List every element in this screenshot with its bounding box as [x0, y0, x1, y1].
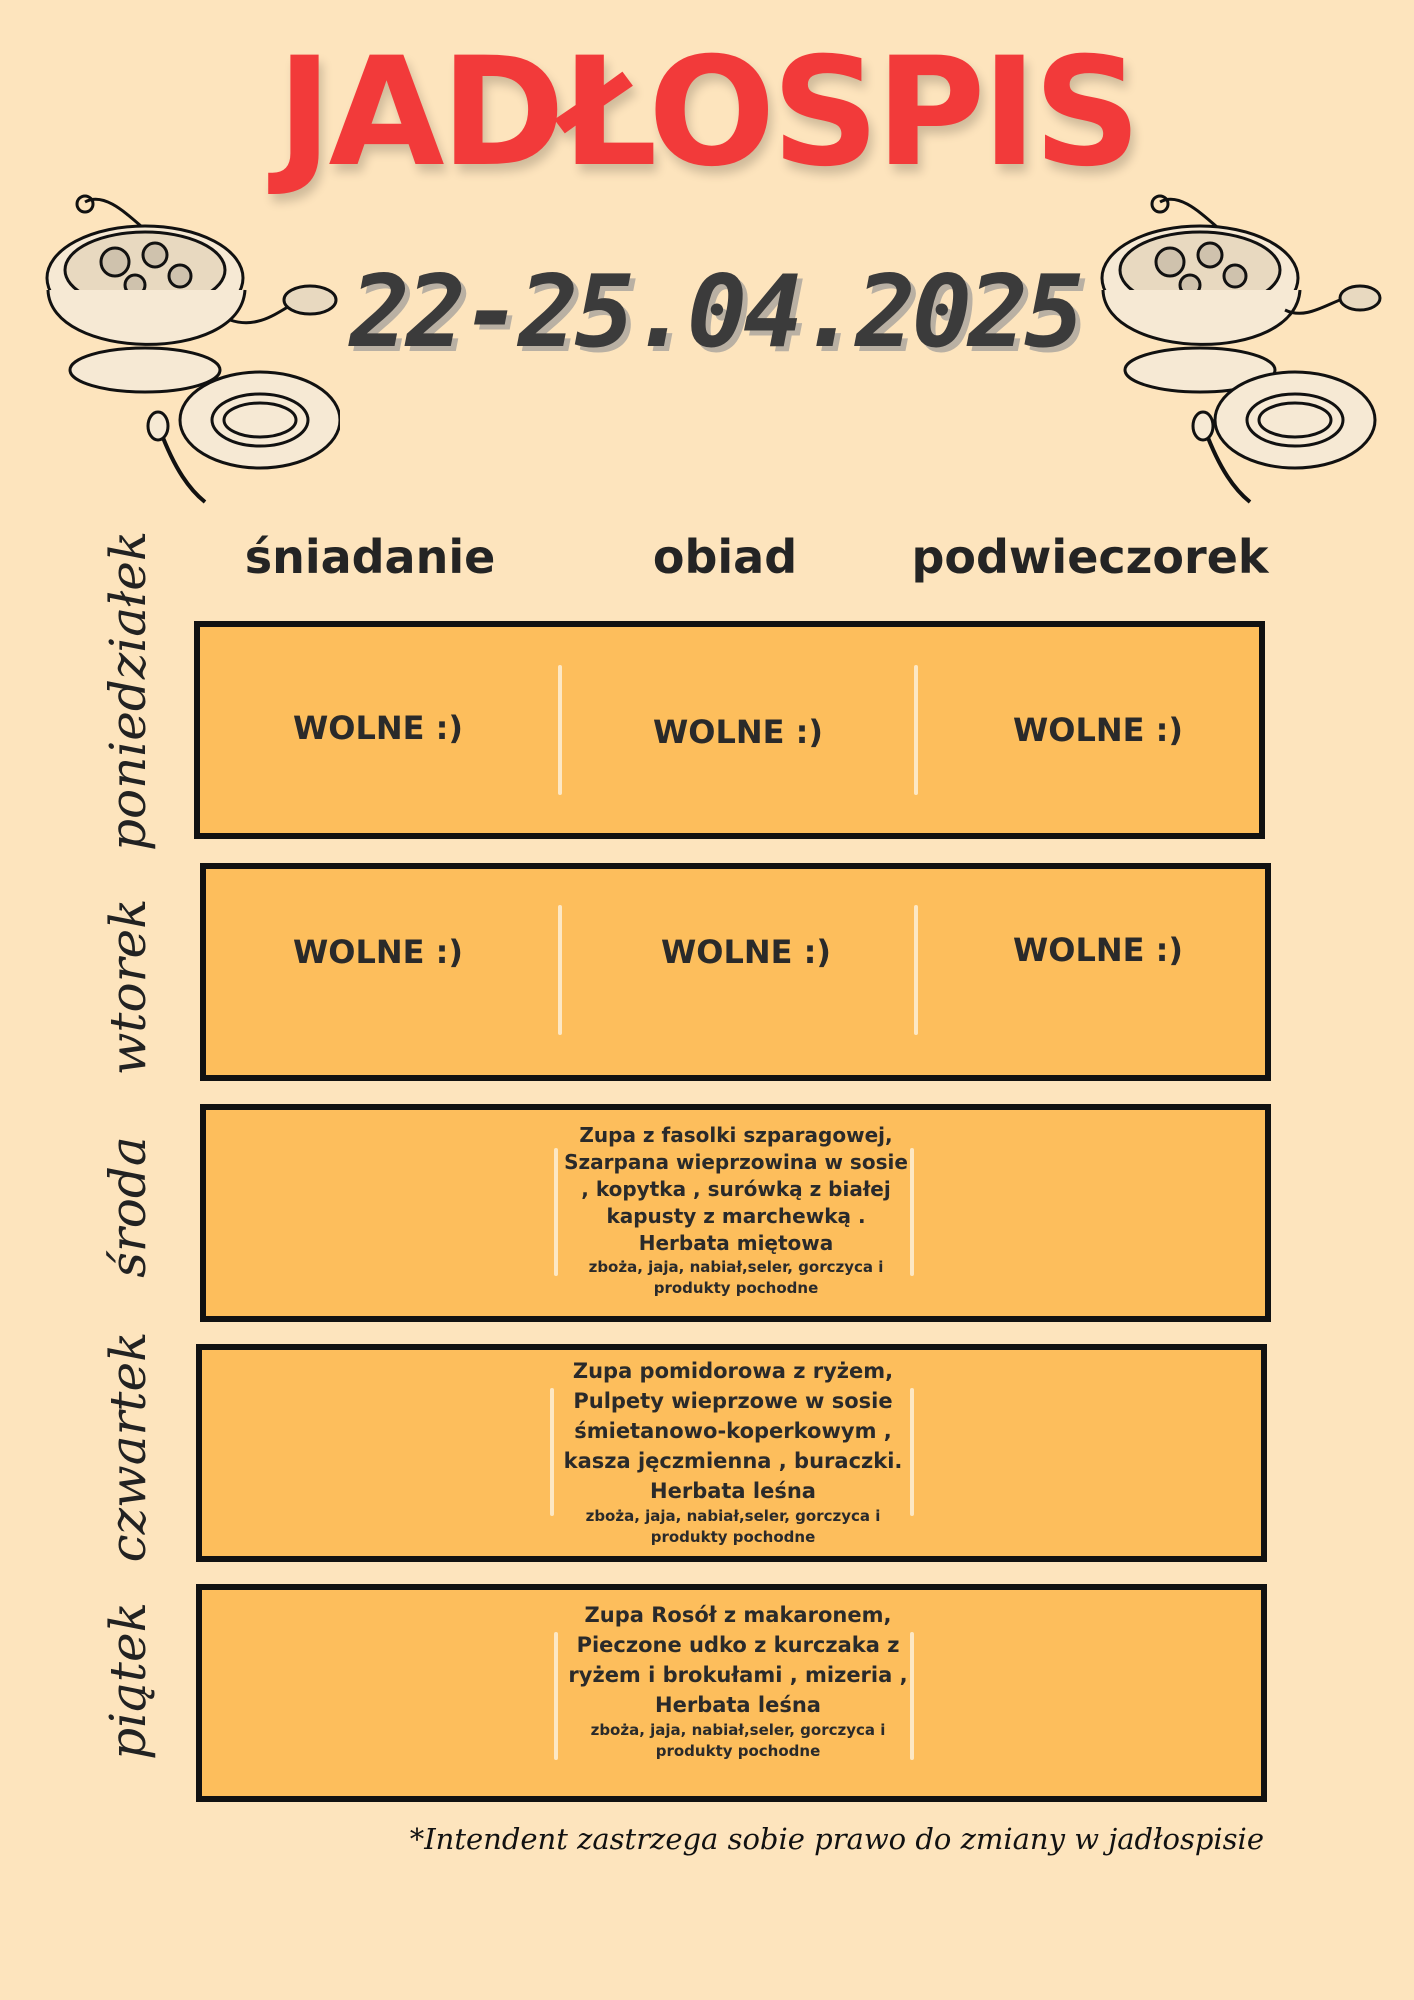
allergens-line: zboża, jaja, nabiał,seler, gorczyca i [588, 1258, 884, 1276]
day-label-piatek: piątek [99, 1602, 157, 1760]
menu-line: kasza jęczmienna , buraczki. [563, 1449, 903, 1473]
allergens-line: produkty pochodne [655, 1742, 821, 1760]
menu-line: Herbata leśna [650, 1479, 816, 1503]
column-divider [910, 1388, 914, 1516]
cell-wtorek-sniadanie: WOLNE :) [292, 933, 464, 971]
menu-line: Pulpety wieprzowe w sosie [573, 1389, 893, 1413]
column-divider [910, 1632, 914, 1760]
cell-piatek-obiad [538, 1600, 938, 1762]
row-wtorek [200, 863, 1271, 1081]
menu-line: Pieczone udko z kurczaka z [576, 1633, 900, 1657]
allergens-line: produkty pochodne [653, 1279, 819, 1297]
column-divider [910, 1148, 914, 1276]
cell-poniedzialek-obiad: WOLNE :) [652, 713, 824, 751]
cell-czwartek-obiad [538, 1356, 928, 1548]
menu-line: , kopytka , surówką z białej [581, 1177, 891, 1201]
day-label-poniedzialek: poniedziałek [99, 530, 157, 851]
menu-line: ryżem i brokułami , mizeria , [568, 1663, 908, 1687]
allergens-line: zboża, jaja, nabiał,seler, gorczyca i [585, 1507, 881, 1525]
menu-line: śmietanowo-koperkowym , [574, 1419, 892, 1443]
allergens-line: zboża, jaja, nabiał,seler, gorczyca i [590, 1721, 886, 1739]
row-sroda [200, 1104, 1271, 1322]
cell-poniedzialek-podwieczorek: WOLNE :) [1012, 711, 1184, 749]
menu-line: Zupa z fasolki szparagowej, [579, 1123, 893, 1147]
footnote: *Intendent zastrzega sobie prawo do zmiany w jadłospisie [409, 1822, 1264, 1856]
cell-poniedzialek-sniadanie: WOLNE :) [292, 709, 464, 747]
column-divider [914, 665, 918, 795]
column-header-obiad: obiad [652, 530, 798, 584]
column-header-podwieczorek: podwieczorek [911, 530, 1269, 584]
row-piatek [196, 1584, 1267, 1802]
menu-line: Herbata leśna [655, 1693, 821, 1717]
allergens-line: produkty pochodne [650, 1528, 816, 1546]
date-range: 22-25.04.2025 [349, 253, 1081, 370]
day-label-czwartek: czwartek [99, 1331, 157, 1563]
day-label-wtorek: wtorek [99, 898, 157, 1076]
day-label-sroda: środa [99, 1136, 157, 1278]
row-czwartek [196, 1344, 1267, 1562]
column-header-sniadanie: śniadanie [244, 530, 496, 584]
menu-line: kapusty z marchewką . [606, 1204, 866, 1228]
menu-line: Szarpana wieprzowina w sosie [564, 1150, 908, 1174]
menu-line: Herbata miętowa [638, 1231, 834, 1255]
cell-wtorek-obiad: WOLNE :) [660, 933, 832, 971]
menu-line: Zupa pomidorowa z ryżem, [572, 1359, 894, 1383]
page-title: JADŁOSPIS [276, 26, 1138, 200]
soup-pot-illustration-right [1095, 190, 1395, 514]
menu-line: Zupa Rosół z makaronem, [584, 1603, 892, 1627]
column-divider [558, 905, 562, 1035]
soup-pot-illustration-left [40, 190, 340, 514]
column-divider [914, 905, 918, 1035]
row-poniedzialek [194, 621, 1265, 839]
cell-wtorek-podwieczorek: WOLNE :) [1012, 931, 1184, 969]
cell-sroda-obiad [546, 1122, 926, 1299]
